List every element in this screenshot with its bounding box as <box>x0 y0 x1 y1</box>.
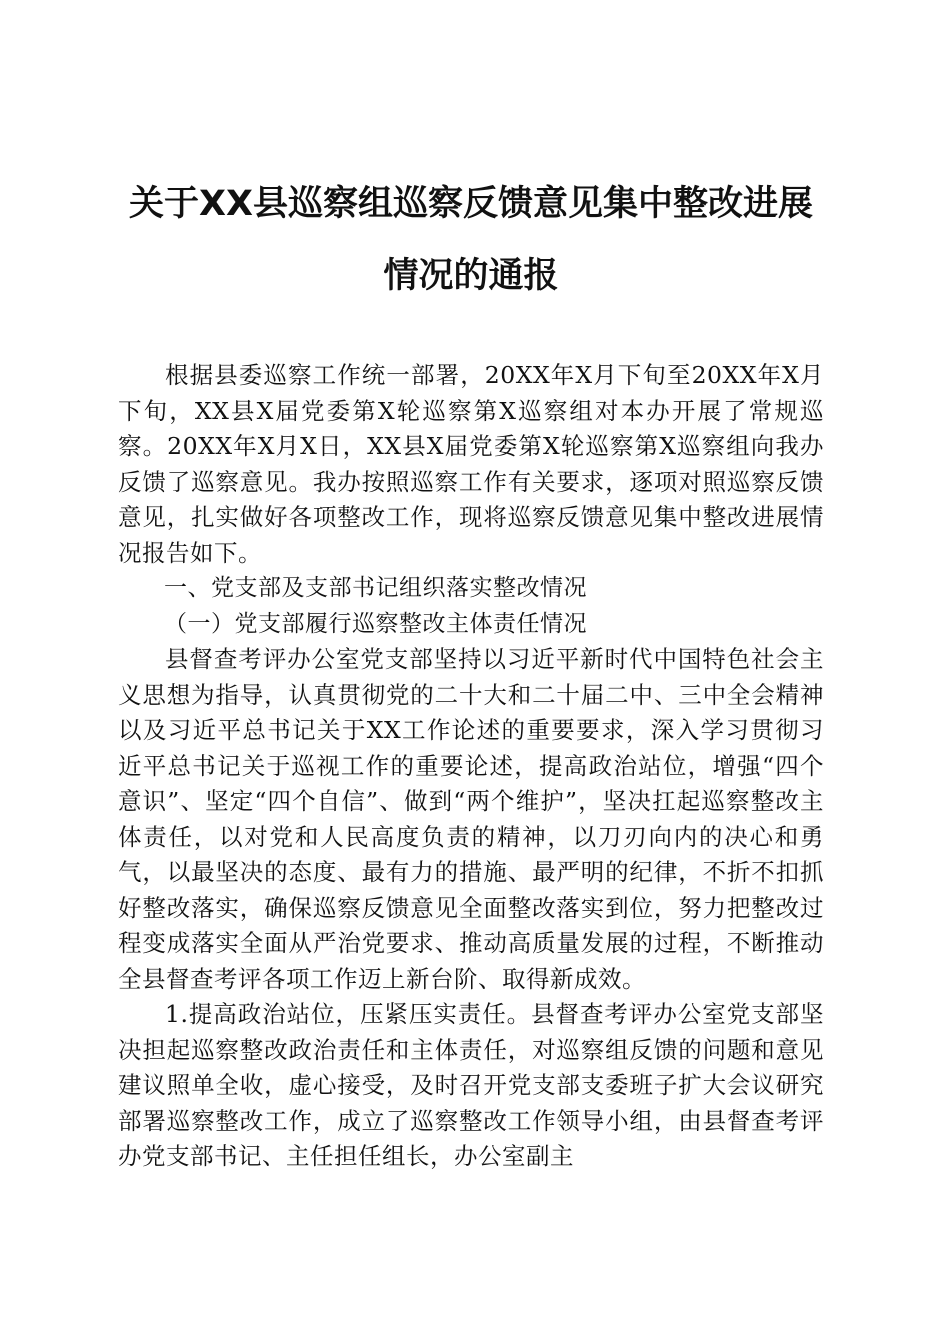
document-body <box>118 358 824 1175</box>
title-line-1: 关于XX县巡察组巡察反馈意见集中整改进展 <box>129 184 813 224</box>
paragraph-political-standing: 1.提高政治站位，压紧压实责任。县督查考评办公室党支部坚决担起巡察整改政治责任和主体责任，对巡察组反馈的问题和意见建议照单全收，虚心接受，及时召开党支部支委班子扩大会议研究部署巡察整改工作，成立了巡察整改工作领导小组，由县督查考评办党支部书记、主任担任组长，办公室副主 <box>118 1000 824 1170</box>
section-heading-1: 一、党支部及支部书记组织落实整改情况 <box>164 575 587 601</box>
document-page <box>118 0 824 1344</box>
intro-paragraph: 根据县委巡察工作统一部署，20XX年X月下旬至20XX年X月下旬，XX县X届党委第X轮巡察第X巡察组对本办开展了常规巡察。20XX年X月X日，XX县X届党委第X轮巡察第X巡察组向我办反馈了巡察意见。我办按照巡察工作有关要求，逐项对照巡察反馈意见，扎实做好各项整改工作，现将巡察反馈意见集中整改进展情况报告如下。 <box>118 361 824 567</box>
paragraph-responsibility: 县督查考评办公室党支部坚持以习近平新时代中国特色社会主义思想为指导，认真贯彻党的二十大和二十届二中、三中全会精神以及习近平总书记关于XX工作论述的重要要求，深入学习贯彻习近平总书记关于巡视工作的重要论述，提高政治站位，增强“四个意识”、坚定“四个自信”、做到“两个维护”，坚决扛起巡察整改主体责任，以对党和人民高度负责的精神，以刀刃向内的决心和勇气，以最坚决的态度、最有力的措施、最严明的纪律，不折不扣抓好整改落实，确保巡察反馈意见全面整改落实到位，努力把整改过程变成落实全面从严治党要求、推动高质量发展的过程，不断推动全县督查考评各项工作迈上新台阶、取得新成效。 <box>118 645 824 993</box>
subsection-heading-1: （一）党支部履行巡察整改主体责任情况 <box>164 610 587 637</box>
document-title <box>118 168 824 312</box>
title-line-2: 情况的通报 <box>383 256 559 296</box>
